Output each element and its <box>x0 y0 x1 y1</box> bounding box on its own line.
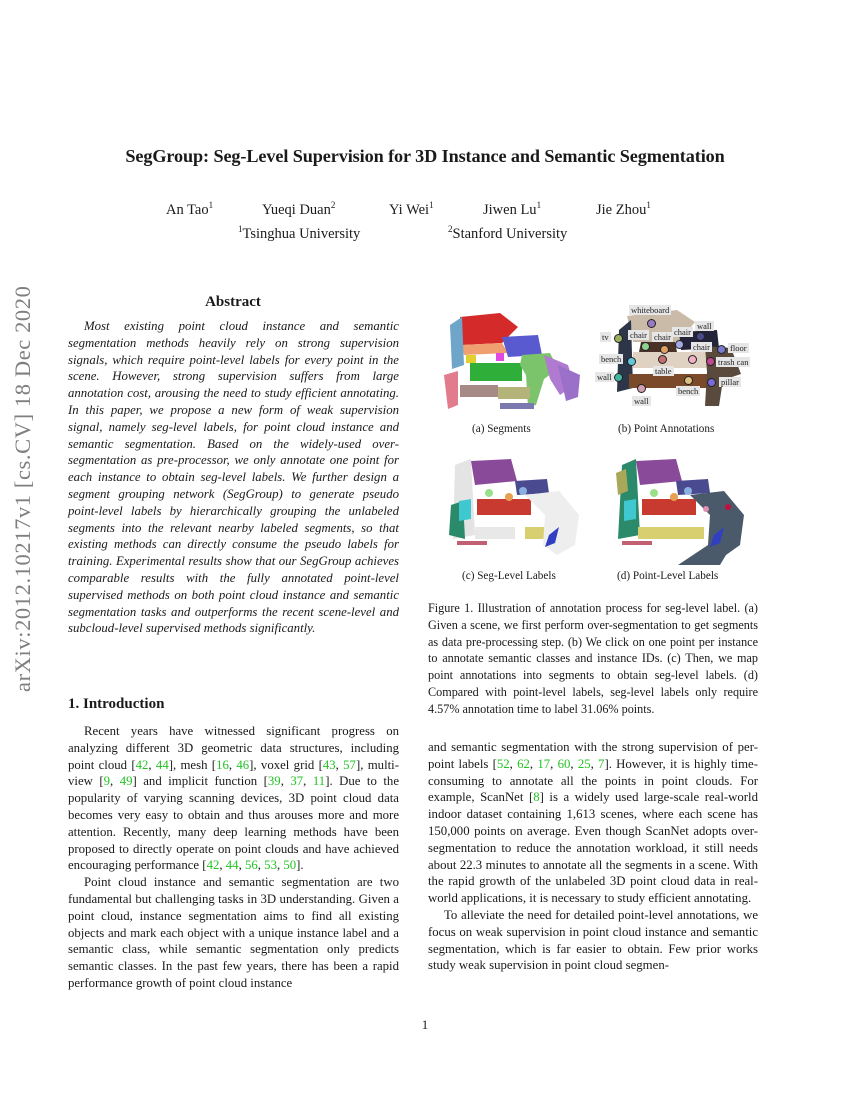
author: Yi Wei$^1$ <box>389 200 434 218</box>
annotation-label: wall <box>697 321 712 331</box>
annotation-point <box>614 334 623 343</box>
seg-level-labels-image <box>445 455 595 565</box>
citation-link[interactable]: 53 <box>264 858 277 873</box>
citation-link[interactable]: 8 <box>533 790 540 805</box>
annotation-label: pillar <box>721 377 739 387</box>
annotation-point <box>660 345 669 354</box>
abstract-heading: Abstract <box>205 294 261 310</box>
annotation-point <box>675 340 684 349</box>
paragraph: Recent years have witnessed significant progress on analyzing different 3D geometric data structures, including point cloud [42, 44], mesh [16, 46], voxel grid [43, 57], multi-view [9, 49] and implicit function [39, 37, 11]. Due to the popularity of varying scanning devices, 3D point cloud data becomes very easy to obtain and thus arouses more and more attention. Recently, many deep learning methods have been proposed to directly operate on point clouds and have achieved encouraging performance [42, 44, 56, 53, 50]. <box>68 724 399 873</box>
citation-link[interactable]: 42 <box>206 858 220 873</box>
paragraph: To alleviate the need for detailed point-level annotations, we focus on weak supervision in point cloud instance and semantic segmentation, which is far easier to obtain. Few prior works study weak supervision in point cloud segmen- <box>428 907 758 973</box>
annotation-label: chair <box>630 330 647 340</box>
abstract-text: Most existing point cloud instance and semantic segmentation methods heavily rely on strong supervision signals, which require point-level labels for every point in the scene. However, strong supervision suffers from large annotation cost, arousing the need to study efficient annotating. In this paper, we propose a new form of weak supervision signal, namely seg-level labels, for point cloud instance and semantic segmentation. Based on the widely-used over-segmentation as pre-processor, we only annotate one point for each instance to obtain seg-level labels. We further design a segment grouping network (SegGroup) to generate pseudo point-level labels by hierarchically grouping the unlabeled segments into the relevant nearby labeled segments, so that existing methods can directly consume the pseudo labels for training. Experimental results show that our SegGroup achieves comparable results with the fully annotated point-level supervised methods on both point cloud instance and semantic segmentation tasks and outperforms the recent scene-level and subcloud-level supervised methods significantly. <box>68 319 399 636</box>
subcaption-d: (d) Point-Level Labels <box>617 570 719 582</box>
annotation-label: chair <box>693 342 710 352</box>
annotation-point <box>707 378 716 387</box>
citation-link[interactable]: 62 <box>517 756 530 771</box>
citation-link[interactable]: 17 <box>537 756 551 771</box>
annotation-point <box>627 357 636 366</box>
citation-link[interactable]: 11 <box>312 774 326 789</box>
annotation-label: table <box>655 366 672 376</box>
citation-link[interactable]: 25 <box>577 756 591 771</box>
figure-caption-text: Figure 1. Illustration of annotation process for seg-level label. (a) Given a scene, we first perform over-segmentation to get segments as data pre-processing step. (b) We click on one point per instance to annotate semantic classes and instance IDs. (c) Then, we map point annotations into segments to obtain seg-level labels. (d) Compared with point-level labels, seg-level labels only require 4.57% annotation time to label 31.06% points. <box>428 601 758 716</box>
affiliation: $^1$Tsinghua University <box>238 224 361 242</box>
abstract-body <box>68 318 399 637</box>
annotation-point <box>684 376 693 385</box>
section-heading-introduction: 1. Introduction <box>68 696 165 712</box>
paragraph: Point cloud instance and semantic segmentation are two fundamental but challenging tasks in 3D understanding. Given a point cloud, instance segmentation aims to find all existing objects and mark each object with a unique instance label and a semantic class, while semantic segmentation only predicts semantic classes. In the past few years, there has been a rapid performance growth of point cloud instance <box>68 875 399 990</box>
annotation-point <box>614 373 623 382</box>
citation-link[interactable]: 52 <box>496 756 510 771</box>
annotation-label: chair <box>674 327 691 337</box>
annotation-point <box>641 342 650 351</box>
annotation-point <box>706 357 715 366</box>
citation-link[interactable]: 16 <box>216 757 229 772</box>
citation-link[interactable]: 60 <box>557 756 571 771</box>
author: An Tao$^1$ <box>166 200 214 218</box>
citation-link[interactable]: 37 <box>290 774 304 789</box>
citation-link[interactable]: 42 <box>135 757 149 772</box>
paper-title: SegGroup: Seg-Level Supervision for 3D Instance and Semantic Segmentation <box>125 146 725 166</box>
segments-image <box>440 305 590 415</box>
subcaption-a: (a) Segments <box>472 423 531 435</box>
citation-link[interactable]: 50 <box>283 858 297 873</box>
annotation-point <box>717 345 726 354</box>
annotation-label: wall <box>597 372 612 382</box>
annotation-point <box>688 355 697 364</box>
citation-link[interactable]: 49 <box>119 774 133 789</box>
annotation-label: whiteboard <box>631 305 670 315</box>
annotation-label: trash can <box>718 357 749 367</box>
annotation-point <box>658 355 667 364</box>
citation-link[interactable]: 46 <box>236 757 250 772</box>
author: Jiwen Lu$^1$ <box>483 200 542 218</box>
citation-link[interactable]: 39 <box>267 774 281 789</box>
affiliation: $^2$Stanford University <box>448 224 568 242</box>
annotation-label: bench <box>601 354 622 364</box>
figure-1 <box>420 290 790 595</box>
figure-caption <box>428 600 758 718</box>
paragraph: and semantic segmentation with the strong supervision of per-point labels [52, 62, 17, 60, 25, 7]. However, it is highly time-consuming to annotate all the points in point clouds. For example, ScanNet [8] is a widely used large-scale real-world indoor dataset containing 1,613 scenes, where each scene has 150,000 points on average. Even though ScanNet adopts over-segmentation to reduce the annotation workload, it still needs about 22.3 minutes to annotate all the segments in a scene. With the rapid growth of the unlabeled 3D point cloud data in real-world applications, it is necessary to study efficient annotating. <box>428 740 759 906</box>
annotation-point <box>696 332 705 341</box>
introduction-left-column <box>68 723 399 992</box>
citation-link[interactable]: 57 <box>343 757 356 772</box>
citation-link[interactable]: 43 <box>322 757 336 772</box>
introduction-right-column <box>428 739 758 974</box>
citation-link[interactable]: 44 <box>155 757 169 772</box>
annotation-point <box>637 384 646 393</box>
annotation-label: chair <box>654 332 671 342</box>
author: Yueqi Duan$^2$ <box>262 200 336 218</box>
subcaption-b: (b) Point Annotations <box>618 423 715 435</box>
annotation-label: tv <box>602 332 609 342</box>
citation-link[interactable]: 56 <box>244 858 258 873</box>
citation-link[interactable]: 44 <box>225 858 239 873</box>
citation-link[interactable]: 7 <box>598 756 605 771</box>
arxiv-stamp: arXiv:2012.10217v1 [cs.CV] 18 Dec 2020 <box>10 285 35 692</box>
page-number: 1 <box>421 1017 429 1032</box>
author: Jie Zhou$^1$ <box>596 200 651 218</box>
subcaption-c: (c) Seg-Level Labels <box>462 570 556 582</box>
annotation-label: bench <box>678 386 699 396</box>
annotation-label: wall <box>634 396 649 406</box>
annotation-point <box>647 319 656 328</box>
point-level-labels-image <box>610 455 760 565</box>
citation-link[interactable]: 9 <box>103 774 111 789</box>
annotation-label: floor <box>730 343 747 353</box>
